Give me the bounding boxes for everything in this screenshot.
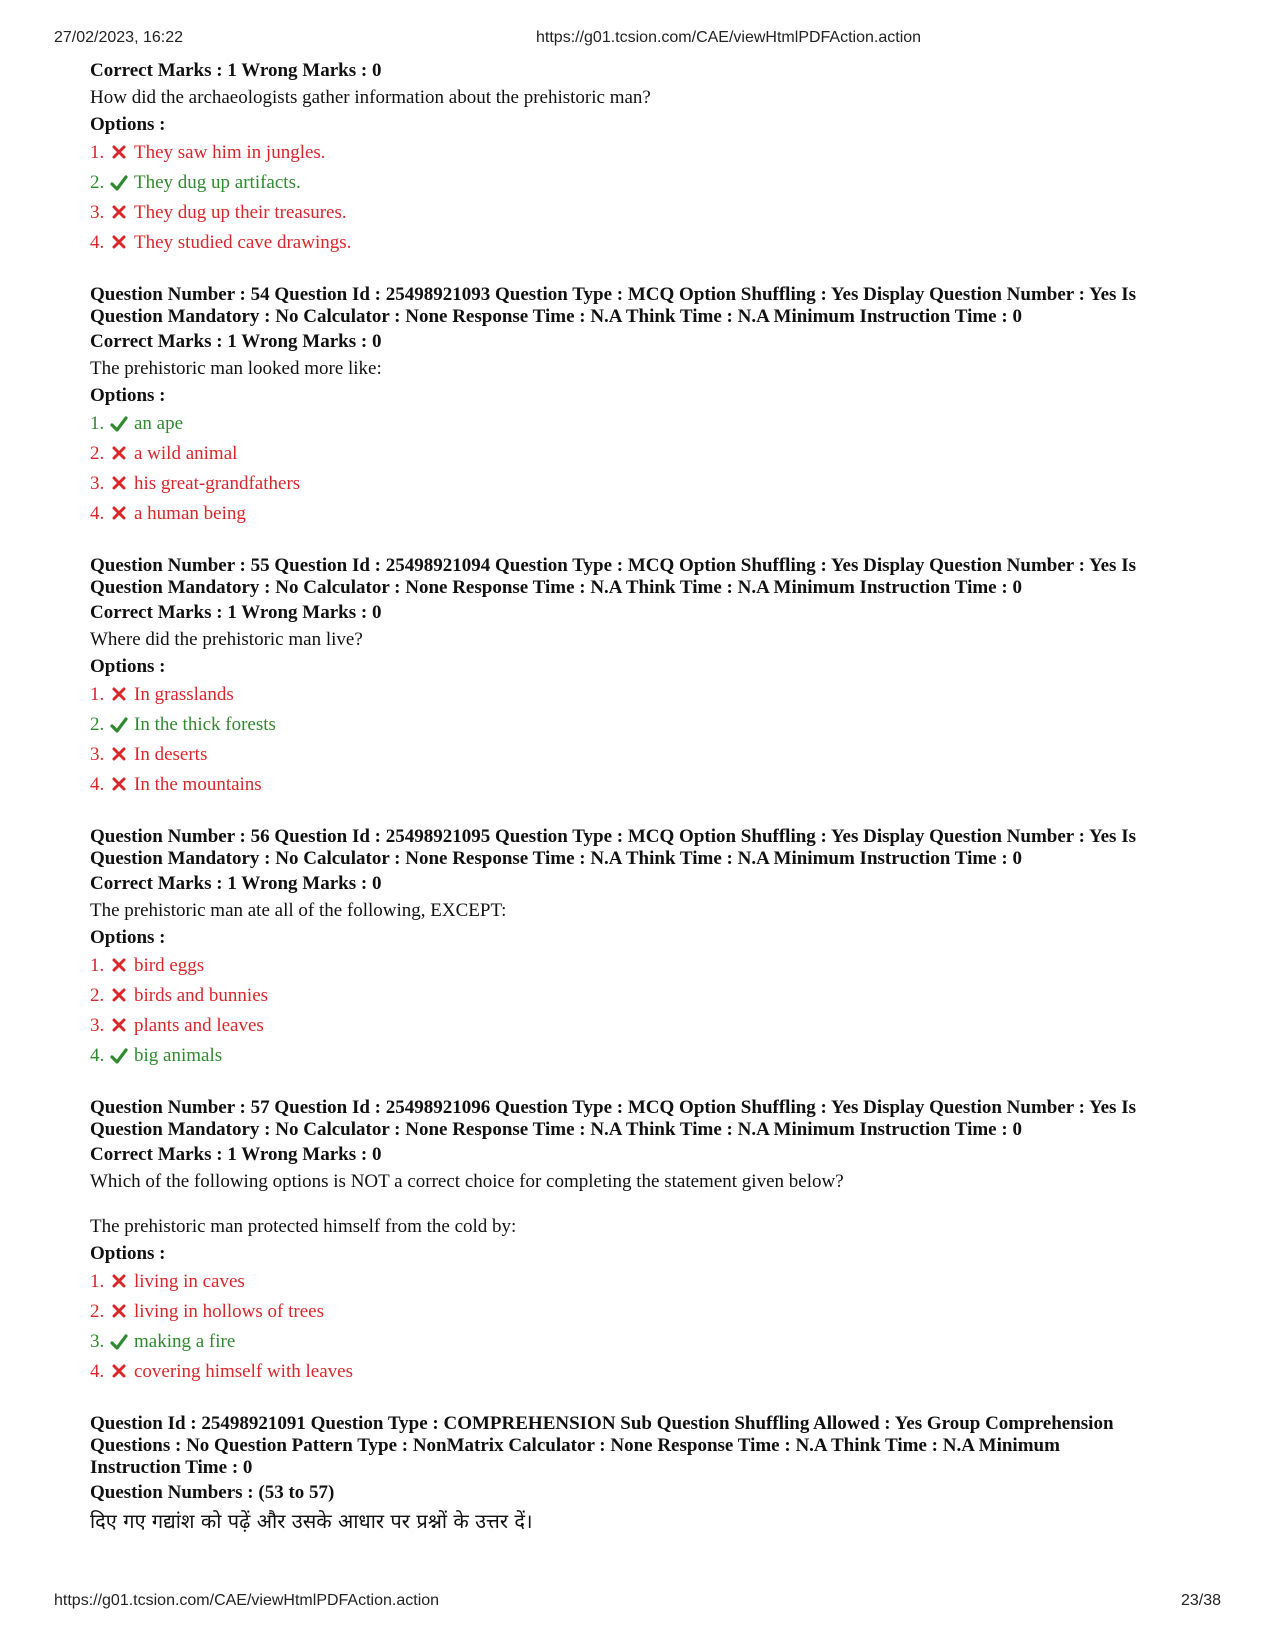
option-item	[90, 168, 1210, 198]
comprehension-meta-line-3: Instruction Time : 0	[90, 1457, 253, 1478]
question-numbers: Question Numbers : (53 to 57)	[90, 1482, 335, 1503]
question-meta-line-1: Question Number : 55 Question Id : 25498921094 Question Type : MCQ Option Shuffling : Yes Display Question Number : Yes Is	[90, 555, 1136, 576]
option-number: 1.	[90, 955, 105, 976]
question-meta-line-2: Question Mandatory : No Calculator : None Response Time : N.A Think Time : N.A Minimum Instruction Time : 0	[90, 306, 1022, 327]
marks-line: Correct Marks : 1 Wrong Marks : 0	[90, 873, 382, 894]
cross-icon	[110, 987, 134, 1005]
cross-icon	[110, 144, 134, 162]
option-number: 3.	[90, 1015, 105, 1036]
option-text: living in caves	[134, 1271, 245, 1292]
option-text: They dug up their treasures.	[134, 202, 347, 223]
option-text: his great-grandfathers	[134, 473, 301, 494]
cross-icon	[110, 1363, 134, 1381]
option-item	[90, 469, 1210, 499]
page-header	[54, 29, 1221, 51]
marks-line: Correct Marks : 1 Wrong Marks : 0	[90, 1144, 382, 1165]
option-item	[90, 409, 1210, 439]
comprehension-meta-line-1: Question Id : 25498921091 Question Type : COMPREHENSION Sub Question Shuffling Allowed : Yes Group Comprehension	[90, 1413, 1114, 1434]
cross-icon	[110, 776, 134, 794]
check-icon	[110, 716, 134, 734]
question-meta-line-1: Question Number : 54 Question Id : 25498921093 Question Type : MCQ Option Shuffling : Yes Display Question Number : Yes Is	[90, 284, 1136, 305]
question-meta-line-2: Question Mandatory : No Calculator : None Response Time : N.A Think Time : N.A Minimum Instruction Time : 0	[90, 577, 1022, 598]
option-text: bird eggs	[134, 955, 205, 976]
question-55	[90, 555, 1210, 800]
option-item	[90, 1267, 1210, 1297]
options-label: Options :	[90, 656, 166, 677]
footer-url: https://g01.tcsion.com/CAE/viewHtmlPDFAction.action	[54, 1592, 440, 1609]
option-item	[90, 1297, 1210, 1327]
hindi-instruction: दिए गए गद्यांश को पढ़ें और उसके आधार पर प्रश्नों के उत्तर दें।	[90, 1509, 533, 1533]
option-number: 3.	[90, 744, 105, 765]
cross-icon	[110, 475, 134, 493]
check-icon	[110, 415, 134, 433]
option-item	[90, 710, 1210, 740]
option-number: 1.	[90, 413, 105, 434]
cross-icon	[110, 746, 134, 764]
comprehension-meta-line-2: Questions : No Question Pattern Type : NonMatrix Calculator : None Response Time : N.A Think Time : N.A Minimum	[90, 1435, 1060, 1456]
option-number: 4.	[90, 1361, 105, 1382]
options-label: Options :	[90, 114, 166, 135]
option-number: 3.	[90, 473, 105, 494]
option-text: They studied cave drawings.	[134, 232, 352, 253]
option-text: In the thick forests	[134, 714, 276, 735]
print-datetime: 27/02/2023, 16:22	[54, 29, 184, 46]
question-text: The prehistoric man looked more like:	[90, 358, 382, 379]
question-text: The prehistoric man ate all of the following, EXCEPT:	[90, 900, 507, 921]
options-list	[90, 1267, 1210, 1387]
option-item	[90, 198, 1210, 228]
option-number: 4.	[90, 774, 105, 795]
option-number: 2.	[90, 985, 105, 1006]
page-number: 23/38	[1180, 1592, 1221, 1609]
option-item	[90, 680, 1210, 710]
options-label: Options :	[90, 1243, 166, 1264]
option-number: 4.	[90, 232, 105, 253]
option-text: In grasslands	[134, 684, 234, 705]
option-number: 1.	[90, 142, 105, 163]
option-number: 1.	[90, 1271, 105, 1292]
option-text: living in hollows of trees	[134, 1301, 324, 1322]
page-content	[90, 57, 1210, 1536]
option-item	[90, 981, 1210, 1011]
question-57	[90, 1097, 1210, 1387]
comprehension-block	[90, 1413, 1210, 1536]
option-text: birds and bunnies	[134, 985, 269, 1006]
option-text: In the mountains	[134, 774, 262, 795]
option-item	[90, 1357, 1210, 1387]
options-label: Options :	[90, 927, 166, 948]
option-item	[90, 439, 1210, 469]
question-53-tail	[90, 57, 1210, 258]
option-item	[90, 1327, 1210, 1357]
options-list	[90, 138, 1210, 258]
option-text: covering himself with leaves	[134, 1361, 353, 1382]
question-meta-line-1: Question Number : 57 Question Id : 25498921096 Question Type : MCQ Option Shuffling : Yes Display Question Number : Yes Is	[90, 1097, 1136, 1118]
options-list	[90, 680, 1210, 800]
option-number: 4.	[90, 1045, 105, 1066]
check-icon	[110, 1047, 134, 1065]
header-url: https://g01.tcsion.com/CAE/viewHtmlPDFAction.action	[536, 29, 922, 46]
page-footer	[54, 1592, 1221, 1614]
question-meta-line-1: Question Number : 56 Question Id : 25498921095 Question Type : MCQ Option Shuffling : Yes Display Question Number : Yes Is	[90, 826, 1136, 847]
question-54	[90, 284, 1210, 529]
cross-icon	[110, 1273, 134, 1291]
option-number: 2.	[90, 172, 105, 193]
check-icon	[110, 174, 134, 192]
option-number: 3.	[90, 202, 105, 223]
option-text: making a fire	[134, 1331, 236, 1352]
options-label: Options :	[90, 385, 166, 406]
question-text: Where did the prehistoric man live?	[90, 629, 363, 650]
question-meta-line-2: Question Mandatory : No Calculator : None Response Time : N.A Think Time : N.A Minimum Instruction Time : 0	[90, 1119, 1022, 1140]
option-number: 2.	[90, 443, 105, 464]
cross-icon	[110, 1017, 134, 1035]
option-text: a wild animal	[134, 443, 238, 464]
option-item	[90, 951, 1210, 981]
option-number: 2.	[90, 1301, 105, 1322]
option-number: 3.	[90, 1331, 105, 1352]
question-meta-line-2: Question Mandatory : No Calculator : None Response Time : N.A Think Time : N.A Minimum Instruction Time : 0	[90, 848, 1022, 869]
cross-icon	[110, 686, 134, 704]
marks-line: Correct Marks : 1 Wrong Marks : 0	[90, 331, 382, 352]
option-item	[90, 499, 1210, 529]
option-item	[90, 770, 1210, 800]
option-text: plants and leaves	[134, 1015, 264, 1036]
question-text: How did the archaeologists gather information about the prehistoric man?	[90, 87, 651, 108]
option-item	[90, 228, 1210, 258]
options-list	[90, 951, 1210, 1071]
cross-icon	[110, 234, 134, 252]
option-number: 4.	[90, 503, 105, 524]
cross-icon	[110, 957, 134, 975]
marks-line: Correct Marks : 1 Wrong Marks : 0	[90, 60, 382, 81]
option-text: In deserts	[134, 744, 208, 765]
cross-icon	[110, 204, 134, 222]
cross-icon	[110, 505, 134, 523]
option-text: an ape	[134, 413, 184, 434]
option-number: 1.	[90, 684, 105, 705]
option-text: They saw him in jungles.	[134, 142, 326, 163]
options-list	[90, 409, 1210, 529]
option-item	[90, 740, 1210, 770]
option-item	[90, 1011, 1210, 1041]
check-icon	[110, 1333, 134, 1351]
cross-icon	[110, 1303, 134, 1321]
question-text: Which of the following options is NOT a correct choice for completing the statement given below?	[90, 1171, 844, 1192]
option-text: They dug up artifacts.	[134, 172, 301, 193]
cross-icon	[110, 445, 134, 463]
option-text: big animals	[134, 1045, 223, 1066]
option-text: a human being	[134, 503, 246, 524]
option-item	[90, 138, 1210, 168]
option-number: 2.	[90, 714, 105, 735]
question-statement: The prehistoric man protected himself from the cold by:	[90, 1216, 517, 1237]
marks-line: Correct Marks : 1 Wrong Marks : 0	[90, 602, 382, 623]
question-56	[90, 826, 1210, 1071]
option-item	[90, 1041, 1210, 1071]
